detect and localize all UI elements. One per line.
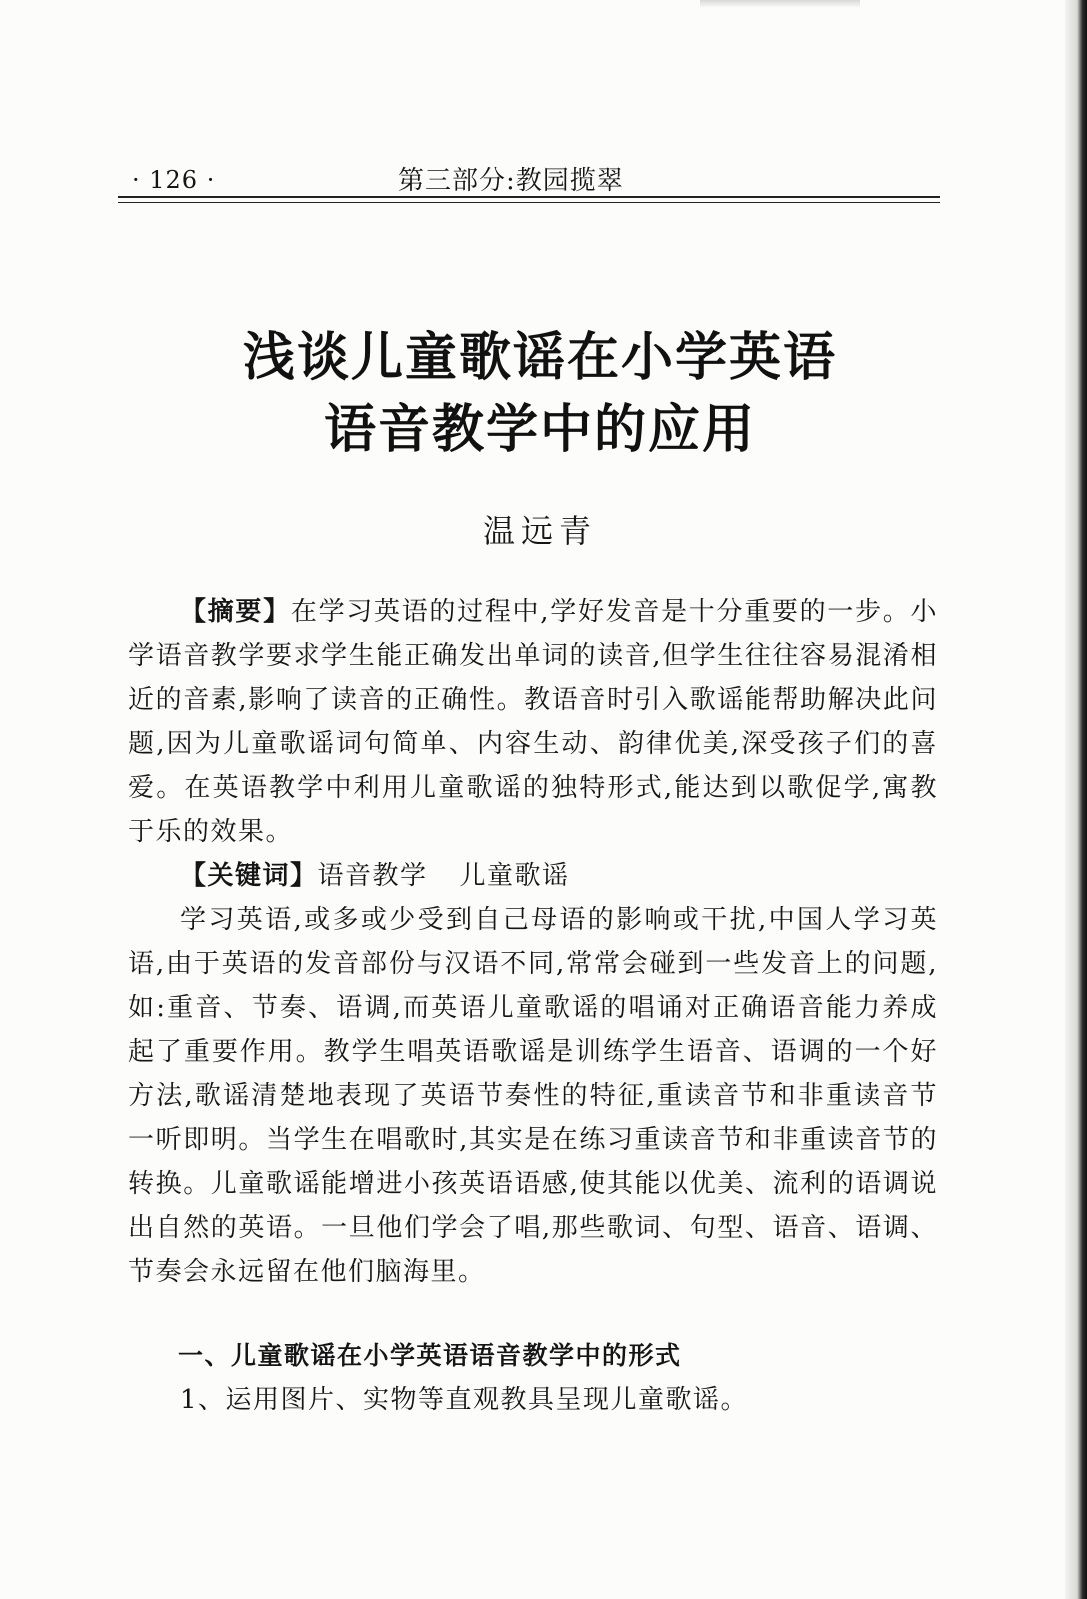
article-title xyxy=(150,322,930,466)
keywords-tag: 【关键词】 xyxy=(180,861,318,891)
article-body xyxy=(128,590,938,1422)
section-item: 1、运用图片、实物等直观教具呈现儿童歌谣。 xyxy=(180,1385,749,1415)
page-number: · 126 · xyxy=(132,166,216,194)
keywords-paragraph xyxy=(128,854,938,898)
title-line-2: 语音教学中的应用 xyxy=(323,399,756,460)
body-paragraph: 学习英语,或多或少受到自己母语的影响或干扰,中国人学习英语,由于英语的发音部份与汉语不同,常常会碰到一些发音上的问题,如:重音、节奏、语调,而英语儿童歌谣的唱诵对正确语音能力养成起了重要作用。教学生唱英语歌谣是训练学生语音、语调的一个好方法,歌谣清楚地表现了英语节奏性的特征,重读音节和非重读音节一听即明。当学生在唱歌时,其实是在练习重读音节和非重读音节的转换。儿童歌谣能增进小孩英语语感,使其能以优美、流利的语调说出自然的英语。一旦他们学会了唱,那些歌词、句型、语音、语调、节奏会永远留在他们脑海里。 xyxy=(128,905,938,1287)
header-rule-thin xyxy=(118,202,940,203)
header-rule-thick xyxy=(118,196,940,198)
page-edge-shadow xyxy=(1065,0,1087,1599)
abstract-paragraph xyxy=(128,590,938,854)
title-line-1: 浅谈儿童歌谣在小学英语 xyxy=(242,327,837,388)
section-heading: 一、儿童歌谣在小学英语语音教学中的形式 xyxy=(178,1341,682,1370)
abstract-tag: 【摘要】 xyxy=(180,597,291,627)
scan-artifact xyxy=(700,0,860,8)
author-name: 温远青 xyxy=(482,512,597,550)
running-head: 第三部分:教园揽翠 xyxy=(398,166,624,196)
abstract-text: 在学习英语的过程中,学好发音是十分重要的一步。小学语音教学要求学生能正确发出单词的读音,但学生往往容易混淆相近的音素,影响了读音的正确性。教语音时引入歌谣能帮助解决此问题,因为儿童歌谣词句简单、内容生动、韵律优美,深受孩子们的喜爱。在英语教学中利用儿童歌谣的独特形式,能达到以歌促学,寓教于乐的效果。 xyxy=(128,597,938,847)
page-header xyxy=(118,158,940,214)
keyword-2: 儿童歌谣 xyxy=(459,861,570,891)
keyword-1: 语音教学 xyxy=(317,861,428,891)
